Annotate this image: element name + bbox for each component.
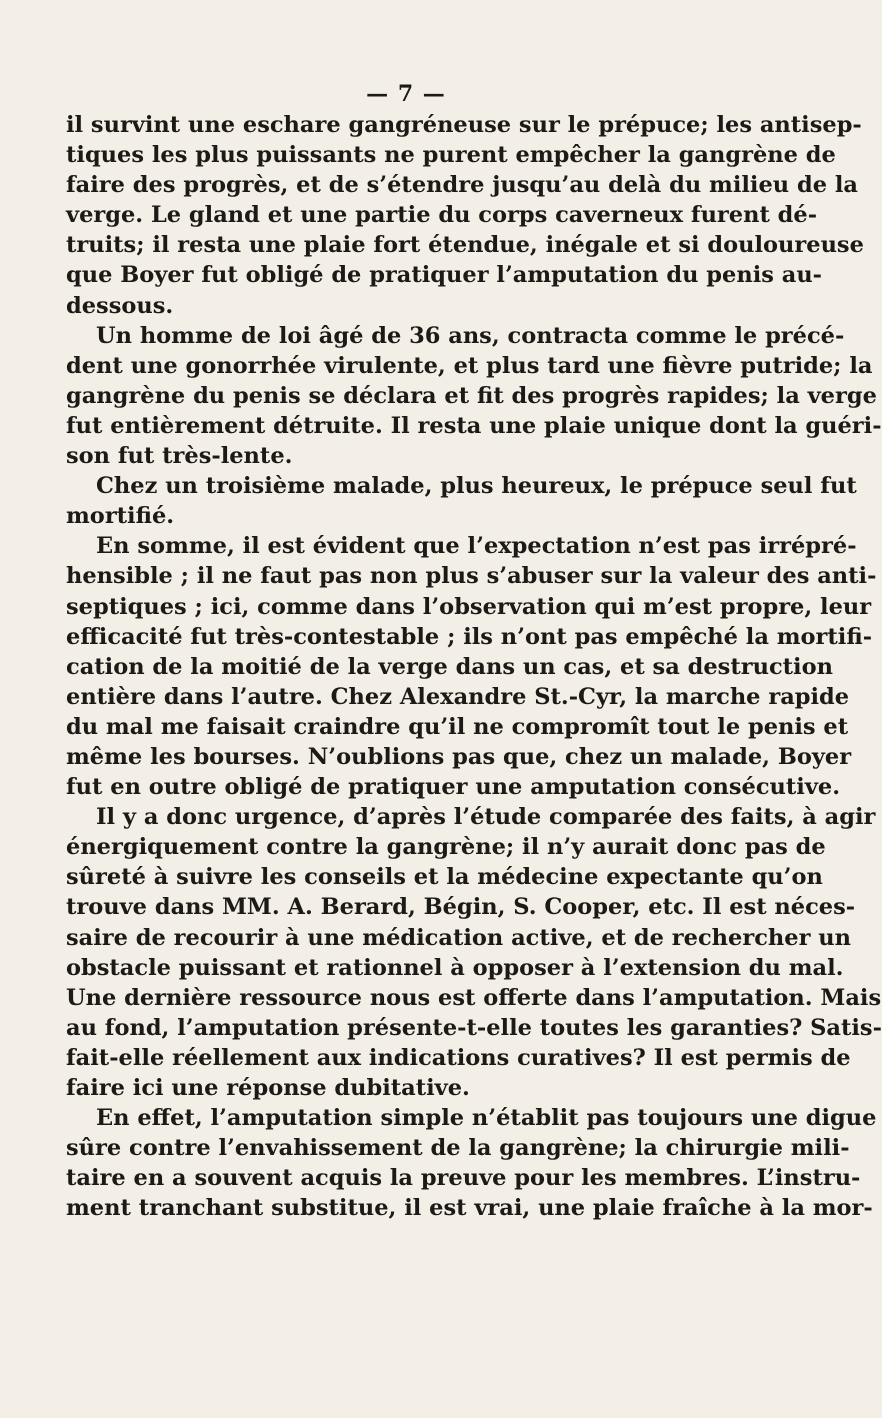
paragraph	[66, 531, 877, 802]
text-line: mortifié.	[66, 503, 175, 530]
text-line: énergiquement contre la gangrène; il n’y aurait donc pas de	[66, 834, 826, 861]
page-number: — 7 —	[366, 81, 446, 107]
text-line: il survint une eschare gangréneuse sur le prépuce; les antisep-	[66, 112, 862, 138]
text-line: même les bourses. N’oublions pas que, chez un malade, Boyer	[66, 743, 852, 770]
text-line: En somme, il est évident que l’expectation n’est pas irrépré-	[96, 533, 857, 560]
text-line: Chez un troisième malade, plus heureux, le prépuce seul fut	[96, 473, 857, 500]
text-line: au fond, l’amputation présente-t-elle toutes les garanties? Satis-	[66, 1014, 882, 1041]
text-line: dent une gonorrhée virulente, et plus tard une fièvre putride; la	[66, 352, 873, 379]
text-line: efficacité fut très-contestable ; ils n’ont pas empêché la mortifi-	[66, 623, 873, 650]
book-page	[66, 80, 882, 1223]
text-line: saire de recourir à une médication active, et de rechercher un	[66, 924, 851, 951]
paragraph	[66, 321, 882, 471]
text-line: Il y a donc urgence, d’après l’étude comparée des faits, à agir	[96, 804, 876, 831]
text-line: que Boyer fut obligé de pratiquer l’amputation du penis au-	[66, 262, 823, 289]
text-line: truits; il resta une plaie fort étendue, inégale et si douloureuse	[66, 232, 864, 259]
text-line: trouve dans MM. A. Berard, Bégin, S. Cooper, etc. Il est néces-	[66, 894, 856, 921]
text-line: hensible ; il ne faut pas non plus s’abuser sur la valeur des anti-	[66, 563, 877, 590]
text-line: du mal me faisait craindre qu’il ne compromît tout le penis et	[66, 713, 849, 740]
text-line: faire des progrès, et de s’étendre jusqu’au delà du milieu de la	[66, 172, 858, 199]
text-line: ment tranchant substitue, il est vrai, une plaie fraîche à la mor-	[66, 1195, 873, 1222]
text-line: verge. Le gland et une partie du corps caverneux furent dé-	[66, 202, 818, 229]
text-line: obstacle puissant et rationnel à opposer à l’extension du mal.	[66, 954, 844, 981]
text-line: dessous.	[66, 292, 174, 319]
text-line: fut entièrement détruite. Il resta une plaie unique dont la guéri-	[66, 412, 882, 439]
paragraph	[66, 110, 864, 321]
text-line: son fut très-lente.	[66, 443, 293, 470]
text-line: sûre contre l’envahissement de la gangrène; la chirurgie mili-	[66, 1135, 850, 1162]
text-line: sûreté à suivre les conseils et la médecine expectante qu’on	[66, 864, 823, 891]
text-line: fait-elle réellement aux indications curatives? Il est permis de	[66, 1044, 851, 1071]
text-line: faire ici une réponse dubitative.	[66, 1075, 470, 1101]
text-line: septiques ; ici, comme dans l’observation qui m’est propre, leur	[66, 593, 872, 620]
paragraph	[66, 802, 882, 1103]
text-line: tiques les plus puissants ne purent empêcher la gangrène de	[66, 142, 836, 169]
text-line: gangrène du penis se déclara et fit des progrès rapides; la verge	[66, 382, 877, 409]
text-line: fut en outre obligé de pratiquer une amputation consécutive.	[66, 774, 841, 801]
paragraph	[66, 471, 857, 531]
text-line: taire en a souvent acquis la preuve pour les membres. L’instru-	[66, 1165, 861, 1192]
text-line: Une dernière ressource nous est offerte dans l’amputation. Mais	[66, 984, 882, 1011]
text-line: En effet, l’amputation simple n’établit pas toujours une digue	[96, 1105, 877, 1132]
body-text	[66, 110, 882, 1223]
paragraph	[66, 1103, 877, 1223]
text-line: entière dans l’autre. Chez Alexandre St.-Cyr, la marche rapide	[66, 683, 850, 710]
text-line: Un homme de loi âgé de 36 ans, contracta comme le précé-	[96, 322, 845, 349]
text-line: cation de la moitié de la verge dans un cas, et sa destruction	[66, 653, 833, 680]
